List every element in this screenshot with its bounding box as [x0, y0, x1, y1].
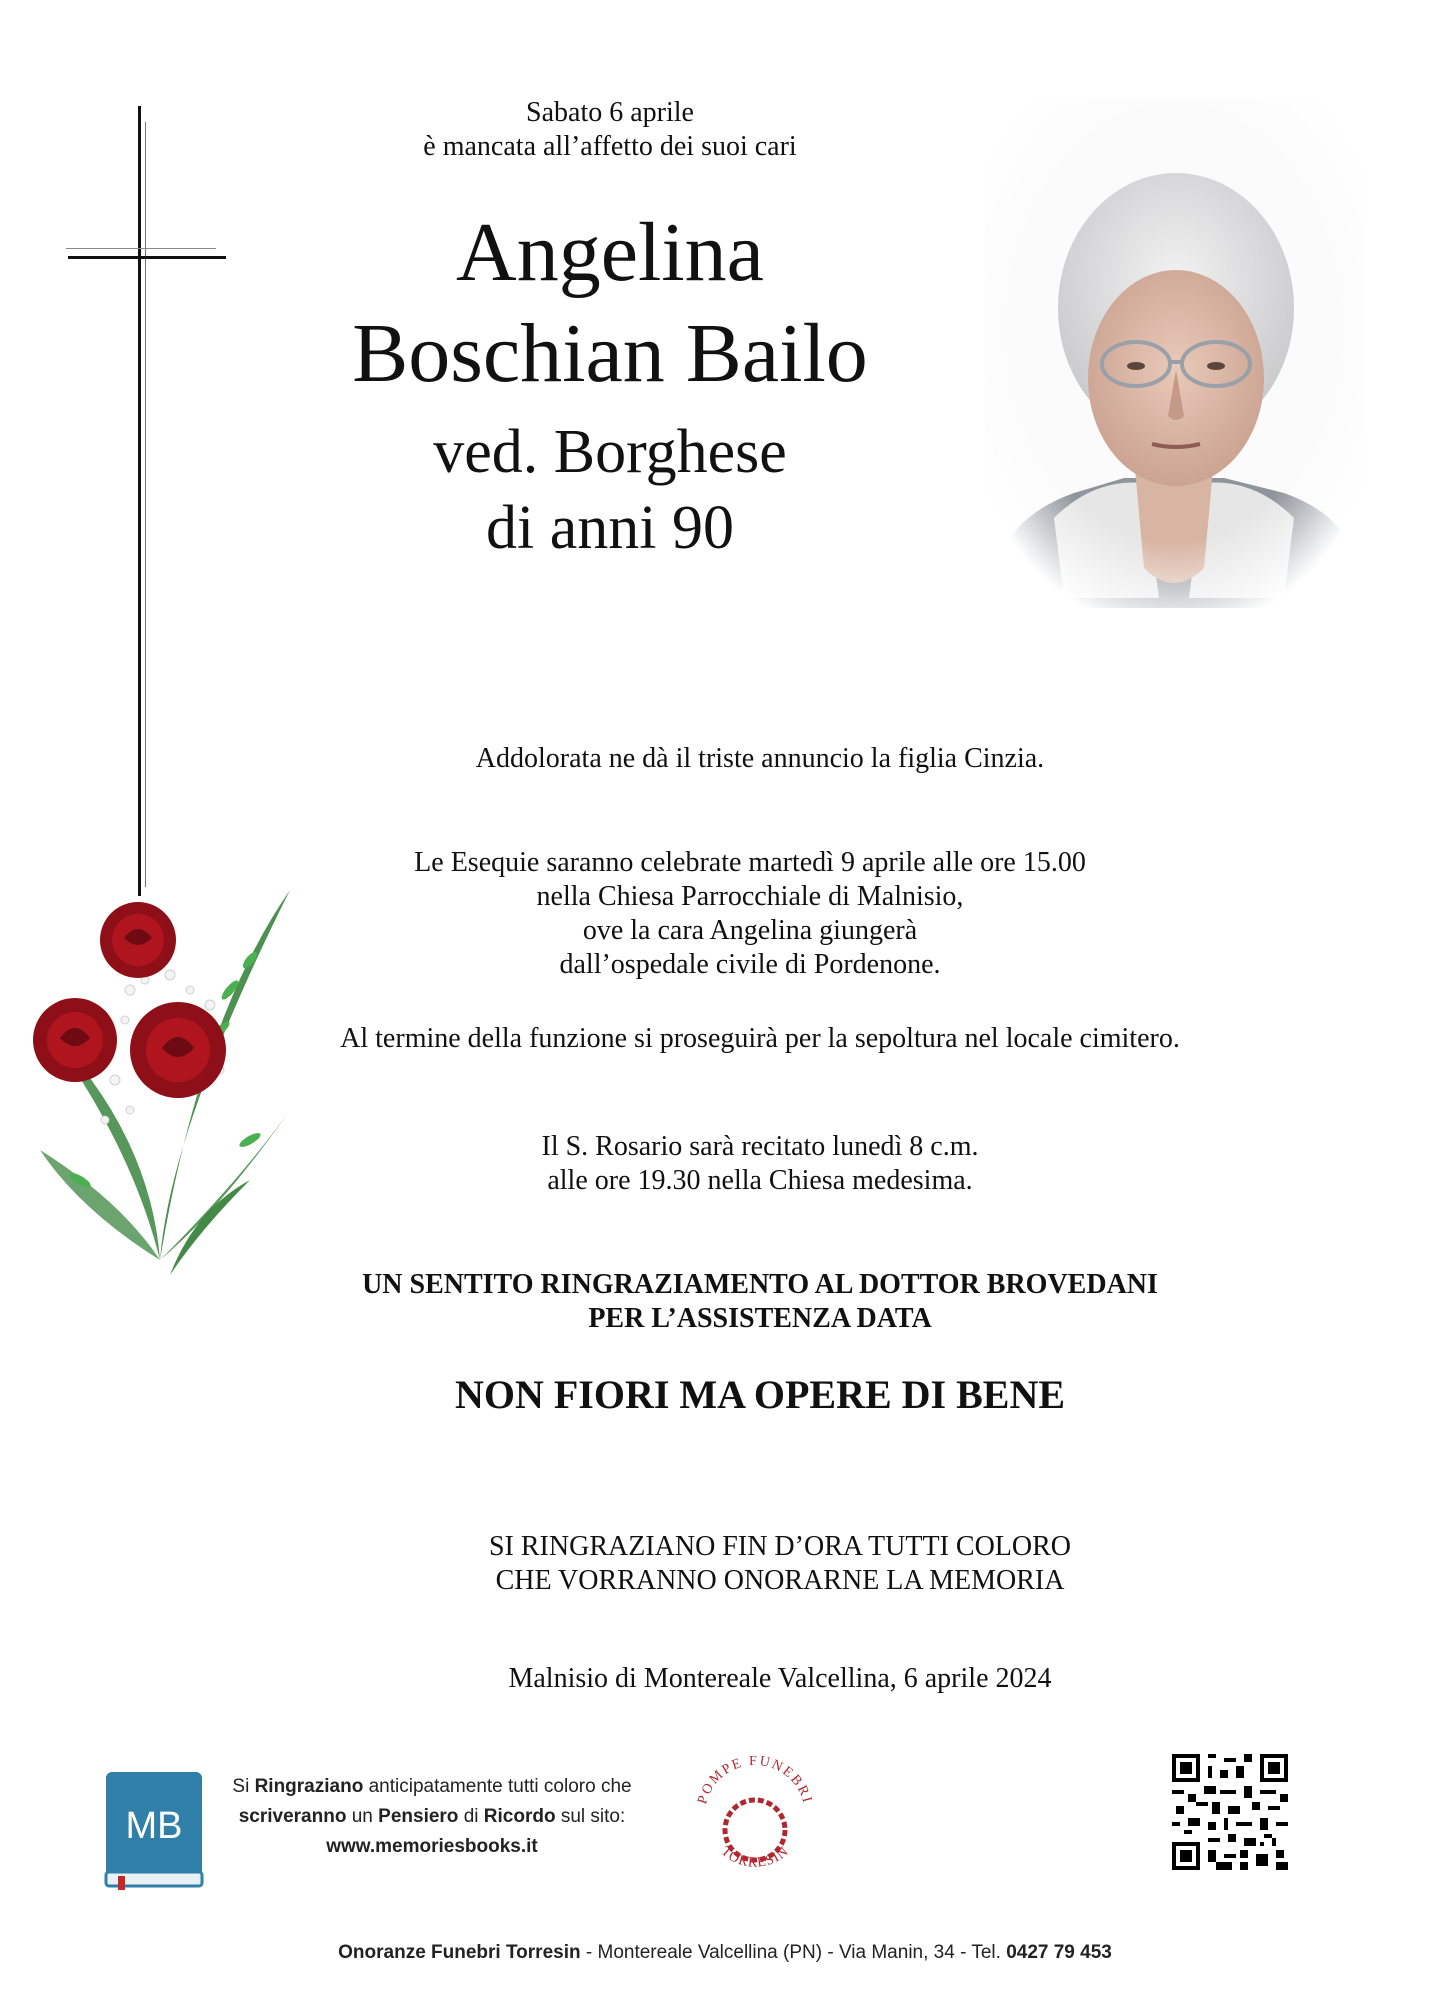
memory-thanks-line: SI RINGRAZIANO FIN D’ORA TUTTI COLORO — [488, 1531, 1072, 1562]
footer-company: Onoranze Funebri Torresin — [338, 1942, 581, 1963]
death-date-intro — [330, 96, 890, 164]
deceased-widow-of: ved. Borghese — [433, 418, 787, 486]
funeral-home-seal — [690, 1740, 820, 1890]
funeral-line: ove la cara Angelina giungerà — [582, 915, 918, 946]
svg-text:TORRESIN: TORRESIN — [717, 1843, 793, 1871]
funeral-home-footer — [200, 1940, 1250, 1966]
qr-code-icon[interactable] — [1172, 1754, 1288, 1870]
doctor-thanks — [240, 1268, 1280, 1336]
burial-note: Al termine della funzione si proseguirà per la sepoltura nel locale cimitero. — [340, 1023, 1180, 1054]
mb-logo-text: MB — [125, 1805, 183, 1847]
memoriesbooks-line: scriveranno un Pensiero di Ricordo sul sito: — [238, 1806, 626, 1827]
funeral-line: Le Esequie saranno celebrate martedì 9 aprile alle ore 15.00 — [414, 847, 1086, 878]
deceased-first-name: Angelina — [456, 206, 764, 299]
place-date: Malnisio di Montereale Valcellina, 6 aprile 2024 — [508, 1663, 1052, 1694]
footer-phone[interactable]: 0427 79 453 — [1006, 1942, 1112, 1963]
doctor-thanks-line: PER L’ASSISTENZA DATA — [588, 1303, 932, 1334]
rosary-line: Il S. Rosario sarà recitato lunedì 8 c.m. — [541, 1131, 979, 1162]
memoriesbooks-url[interactable]: www.memoriesbooks.it — [326, 1836, 538, 1857]
portrait-photo — [984, 98, 1364, 608]
footer-address: - Montereale Valcellina (PN) - Via Manin, 34 - Tel. — [580, 1942, 1007, 1963]
funeral-line: nella Chiesa Parrocchiale di Malnisio, — [536, 881, 964, 912]
no-flowers-request: NON FIORI MA OPERE DI BENE — [454, 1372, 1066, 1417]
memory-thanks-line: CHE VORRANNO ONORARNE LA MEMORIA — [495, 1565, 1065, 1596]
funeral-details — [300, 846, 1200, 982]
deceased-age: di anni 90 — [486, 494, 734, 562]
deceased-surname: Boschian Bailo — [352, 307, 868, 400]
death-phrase: è mancata all’affetto dei suoi cari — [423, 131, 797, 162]
announcement: Addolorata ne dà il triste annuncio la figlia Cinzia. — [475, 743, 1045, 774]
memoriesbooks-logo — [104, 1772, 204, 1890]
memoriesbooks-line: Si Ringraziano anticipatamente tutti coloro che — [232, 1776, 632, 1797]
funeral-line: dall’ospedale civile di Pordenone. — [559, 949, 941, 980]
roses-bouquet-icon — [20, 880, 300, 1280]
doctor-thanks-line: UN SENTITO RINGRAZIAMENTO AL DOTTOR BROVEDANI — [362, 1269, 1158, 1300]
memoriesbooks-message — [212, 1772, 652, 1862]
svg-text:POMPE FUNEBRI: POMPE FUNEBRI — [695, 1753, 815, 1806]
memory-thanks — [360, 1530, 1200, 1598]
rosary-line: alle ore 19.30 nella Chiesa medesima. — [547, 1165, 973, 1196]
rosary-details — [380, 1130, 1140, 1198]
death-date: Sabato 6 aprile — [526, 97, 694, 128]
